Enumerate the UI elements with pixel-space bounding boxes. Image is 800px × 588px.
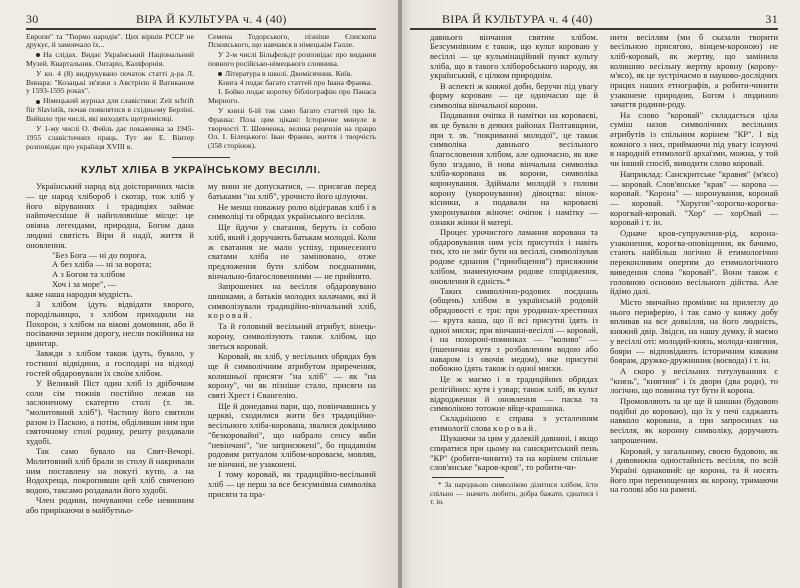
folk-saying xyxy=(26,251,194,290)
book-gutter xyxy=(398,0,402,588)
paragraph: давнього вінчання святим хлібом. Безсумнівним є також, що культ короваю у весіллі — це кульмінаційний пункт культу хліба, що в такого хліборобського народу, як український, є цілком природнім. xyxy=(430,31,598,81)
paragraph: Ще йдучи у сватання, беруть із собою хліб, який і доручають батькам молодої. Коли ж сватання не мало успіху, принесеного сватами хліба не замінювано, отже предложення бути хлібом поєднаними, вінчально-благословенними — не прийнято. xyxy=(208,222,376,281)
paragraph: Таких символічно-родових поєднань (общень) хлібом в українській родовій обрядовості є три: при уродинах-хрестинах — крута каша, що її всі присутні їдять із одної миски; при вінчанні-весіллі — коровай, і на похороні-поминках — "коливо" — (пшенична кутя з розбавленим водою або наваром із овочів медом), яке присутні побожно їдять також із одної миски. xyxy=(430,285,598,374)
paragraph: Завжди з хлібом також ідуть, бувало, у гостинні відвідини, а господарі на відході гостей обдаровували їх своїм хлібом. xyxy=(26,348,194,378)
header-rule xyxy=(26,28,376,30)
paragraph: Шукаючи за цим у далекій давнині, і якщо спиратися при цьому на санскритський пень "КР" (робити-чинити) та на корінем спільне слов'янське "каров-кров", то робити-чи- xyxy=(430,433,598,473)
paragraph: На слово "коровай" складається ціла суміш назов символічних весільних атрибутів із спільним корінем "КР". І від кожного з них, приймаючи під увагу існуючі в народній етимології архаїзми, можна, у той чи інший спосіб, виводити слово коровай. xyxy=(610,109,778,169)
paragraph: Місто звичайно проміниє на прилеглу до нього периферію, і так само у княжу добу впливав на все довкілля, на його людність, княжий двір. Звідси, на нашу думку, й маємо у весіллі оті: молодий-князь, молода-княгиня, бояри — відповідають історичним княжим боярам, дружко-дружинник (воєвода) і т. ін. xyxy=(610,296,778,366)
section-separator xyxy=(172,157,230,158)
news-item-na-slidakh xyxy=(26,51,194,69)
article-section xyxy=(410,33,778,508)
page-number: 31 xyxy=(765,12,778,26)
footnote-text: * За народньою символікою ділитися хлібом, їсти спільно — значить любити, добра бажати, єднатися і т. ін. xyxy=(430,481,598,507)
poem-line: "Без Бога — ні до порога, xyxy=(52,249,147,260)
paragraph: А скоро у весільних титулуваннях є "князь", "княгиня" і їх двори (два роди), то логічно, що повинна тут бути й корона. xyxy=(610,365,778,396)
news-item-text: На слідах. Видає Український Національний Музей. Квартальник. Онтаріо, Каліфорнія. xyxy=(26,49,194,68)
paragraph-text: Запрошених на весілля обдаровувано шишками, а батьків молодих калачами, які й символізували традиційно-вінчальний хліб, xyxy=(208,281,376,311)
poem-line: Хоч і за море", — xyxy=(52,278,117,289)
paragraph: Одначе кров-супруження-рід, корона-узаконення, корогва-оповіщення, як бачимо, стають найбільш логічно й етимологічно переконливим опертям до етимологічного виведення слова "коровай". Вони також є головною основою весільного дійства. Але йдімо далі. xyxy=(610,228,778,297)
right-page xyxy=(400,0,800,588)
news-section xyxy=(26,33,376,153)
paragraph: Наприклад: Санскритське "кравия" (м'ясо) — коровай. Слов'янське "крав" — корова — коровай. "Корона" — коронування, коронай — коровай. "Хоругов"-хорогва-корогва-корогвай-коровай. "Хор" — хорОвай — коровай і т. ін. xyxy=(610,168,778,228)
paragraph: Подавання очіпка й намітки на короваєві, як це бувало в деяких районах Полтавщини, при т. зв. "покриванні молодої", це також символіка давнього весільного благословення хлібом, але одночасно, як вже було згадано, й нова вінчальна символіка хліба-корована як корони, символіка коронування. Здіймали молодій з голови корону (укоронування) дівоцтва: вінок-кісники, а подавали на короваєві укоронування жіноче: очіпок і намітку — ознаки жінки й матері. xyxy=(430,110,598,227)
running-title: ВІРА Й КУЛЬТУРА ч. 4 (40) xyxy=(136,12,287,26)
header-rule xyxy=(410,28,778,30)
paragraph: Член родини, почуваючи себе невинним або прирікаючи в майбутньо- xyxy=(26,495,194,515)
news-item-text: Література в школі. Двомісячник. Київ. xyxy=(225,68,353,78)
paragraph: В аспекті ж княжої доби, беручи під увагу форму короваю — це одночасно ще й символіка вінчальної корони. xyxy=(430,80,598,110)
bullet-icon xyxy=(36,53,40,57)
emphasized-word: коровай xyxy=(208,310,250,321)
poem-line: А без хліба — ні за ворота; xyxy=(52,259,152,270)
left-page-header xyxy=(26,12,376,28)
paragraph: Український народ від доісторичних часів — це народ хлібороб і скотар, тож хліб у його віруваннях і традиціях займає найпочесніше й найголовніше місце: це овіяна легендами, природна, Богом дана людині святість Віри й надії, життя й оновлення. xyxy=(26,181,194,250)
news-item: У 2-м числі Більфельдт розповідає про видання повного російсько-німецького словника. xyxy=(208,49,376,68)
news-item: Европи" та "Тюрмо народів". Цих віршів РССР не друкує, й замовчало їх... xyxy=(26,31,194,50)
paragraph: каже наша народня мудрість. xyxy=(26,289,133,300)
paragraph: Так само бувало на Свят-Вечорі. Молитовний хліб брали зо столу й накривали ним поставлену на покуті кутю, а на Водохреща, покропивши цей хліб свяченою водою, таксамо роздавали його худобі. xyxy=(26,446,194,496)
paragraph-text: Складнішою є справа з усталенням етимології слова xyxy=(430,413,598,434)
footnote xyxy=(430,481,598,507)
news-item-text: Німецький журнал для славістики: Zeit schrift für Slavistik, почав появлятися в східньому Берліні. Вийшло три числі, які виходять щотримісяці. xyxy=(26,96,194,124)
news-column-1 xyxy=(26,33,194,153)
paragraph: Та й головний весільний атрибут, вінець-корону, символізують також хлібом, що зветься коровай. xyxy=(208,321,376,351)
paragraph: І тому коровай, як традиційно-весільний хліб — це перш за все безсумнівна символіка присяги та пра- xyxy=(208,469,376,499)
emphasized-word: коровай xyxy=(493,423,535,434)
paragraph: Ще й донедавна пари, що, повінчавшись у церкві, сходилися жити без традиційно-весільного хліба-корована, звалися докірливо "безкоровайні", що набрало сенсу якби "невінчані", "не заприсяжені", бо прадавнім родовим ритуалом хлібом-короваєм, мовляв, не вінчані, не узаконені. xyxy=(208,400,376,469)
poem-line: А з Богом та хлібом xyxy=(52,269,125,280)
paragraph-etymology: Складнішою є справа з усталенням етимології слова коровай. xyxy=(430,413,598,434)
bullet-icon xyxy=(36,100,40,104)
paragraph: У Великий Піст один хліб із дрібочком соли сім тижнів постійно лежав на заслоненому скатертю столі (т. зв. "молитовний хліб"). Частину його святили разом із Паскою, а потім, обділивши ним при святочному столі родину, решту роздавали худобі. xyxy=(26,377,194,447)
news-column-2 xyxy=(208,33,376,153)
article-column-2 xyxy=(208,182,376,516)
news-item: У 1-му числі О. Фейль дає покажчика за 1945-1955 славістичних праць. Тут же Е. Вінтер розповідає про українця XVIII в. xyxy=(26,124,194,151)
article-title: КУЛЬТ ХЛІБА В УКРАЇНСЬКОМУ ВЕСІЛЛІ. xyxy=(80,164,322,177)
article-column-3 xyxy=(430,33,598,508)
news-item: У книзі 6-ій так само багато статтей про Ів. Франка: Поза цим цікаві: Історичне минуле в творчості Т. Шевченка, велика рецензія на працю Ол. І. Білецького: Іван Франко, життя і творчість (358 сторінок). xyxy=(208,105,376,151)
paragraph: Не менш поважну ролю відігравав хліб і в символіці та обрядах українського весілля. xyxy=(208,201,376,222)
news-item: Книга 4 подає багато статтей про Івана Франка. xyxy=(218,78,373,88)
footnote-rule xyxy=(432,477,504,478)
paragraph: Це ж маємо і в традиційних обрядах релігійних: кутя і узвар; також хліб, як культ відродження й оновлення — паска та символікою тотожне яйце-крашанка. xyxy=(430,374,598,414)
paragraph: Промовляють за це ще й шишки (будовою подібні до короваю), що їх у печі саджають навколо корована, а при запросинах на весілля, як коронну символіку, доручають запрошеним. xyxy=(610,396,778,445)
right-page-header xyxy=(410,12,778,28)
bullet-icon xyxy=(218,72,222,76)
paragraph: Коровай, у загальному, своєю будовою, як і дивовижна одностайність весілля, по всій Україні однаковий: це корона, та й носять його при перенощеннях як корону, тримаючи на голові або на рамені. xyxy=(610,445,778,495)
news-item: У кн. 4 (8) видрукувано початок статті д-ра Л. Винара: "Козацькі зв'язки з Австрією й Ватиканом у 1593-1595 роках". xyxy=(26,68,194,96)
paragraph: Коровай, як хліб, у весільних обрядах був ще й символічним атрибутом приречення, колишньої присяги "на хліб" — як "на корону", чи як пізніше стало, присяги на святі Хрест і Євангелію. xyxy=(208,351,376,401)
paragraph: му вини не допускатися, — присягав перед батьками "на хліб", урочисто його цілуючи. xyxy=(208,181,376,201)
article-column-1 xyxy=(26,182,194,516)
news-item: Семена Тодорського, пізніше Єпископа Псковського, що навчався в німецькім Галле. xyxy=(208,31,376,50)
article-column-4 xyxy=(610,33,778,508)
article-section xyxy=(26,182,376,516)
page-number: 30 xyxy=(26,12,39,26)
paragraph: нити весіллям (ми б сказали творити весільною присягою, вінцем-короною) не хліб-коровай, як жертву, що замінила колишню весільну жертву кровну (корову-м'ясо), як це зустрічаємо в науково-дослідчих працях наших етнографів, а робити-чинити узаконене природою, Богом і людиною зачаття родини-роду. xyxy=(610,31,778,110)
paragraph: З хлібом ідуть відвідати хворого, породільницю, з хлібом приходили на Похорон, з хлібом на вікові домовини, або й посіваючи зерном дорогу, несли покійника на цвинтар. xyxy=(26,299,194,349)
news-item-zeitschrift xyxy=(26,97,194,124)
paragraph: Процес урочистого ламання корована та обдаровування ним усіх присутніх і навіть тих, хто не зміг бути на весіллі, символізував родове єднання ("приобщення") присяжним хлібом, знаменуючим родове спорідження, оновлення й єдність.* xyxy=(430,227,598,286)
paragraph-korovai: Запрошених на весілля обдаровувано шишками, а батьків молодих калачами, які й символізували традиційно-вінчальний хліб, коровай. xyxy=(208,281,376,321)
running-title: ВІРА Й КУЛЬТУРА ч. 4 (40) xyxy=(442,12,593,26)
news-item: І. Бойко подає коротку бібліографію про Панаса Мирного. xyxy=(208,87,376,106)
